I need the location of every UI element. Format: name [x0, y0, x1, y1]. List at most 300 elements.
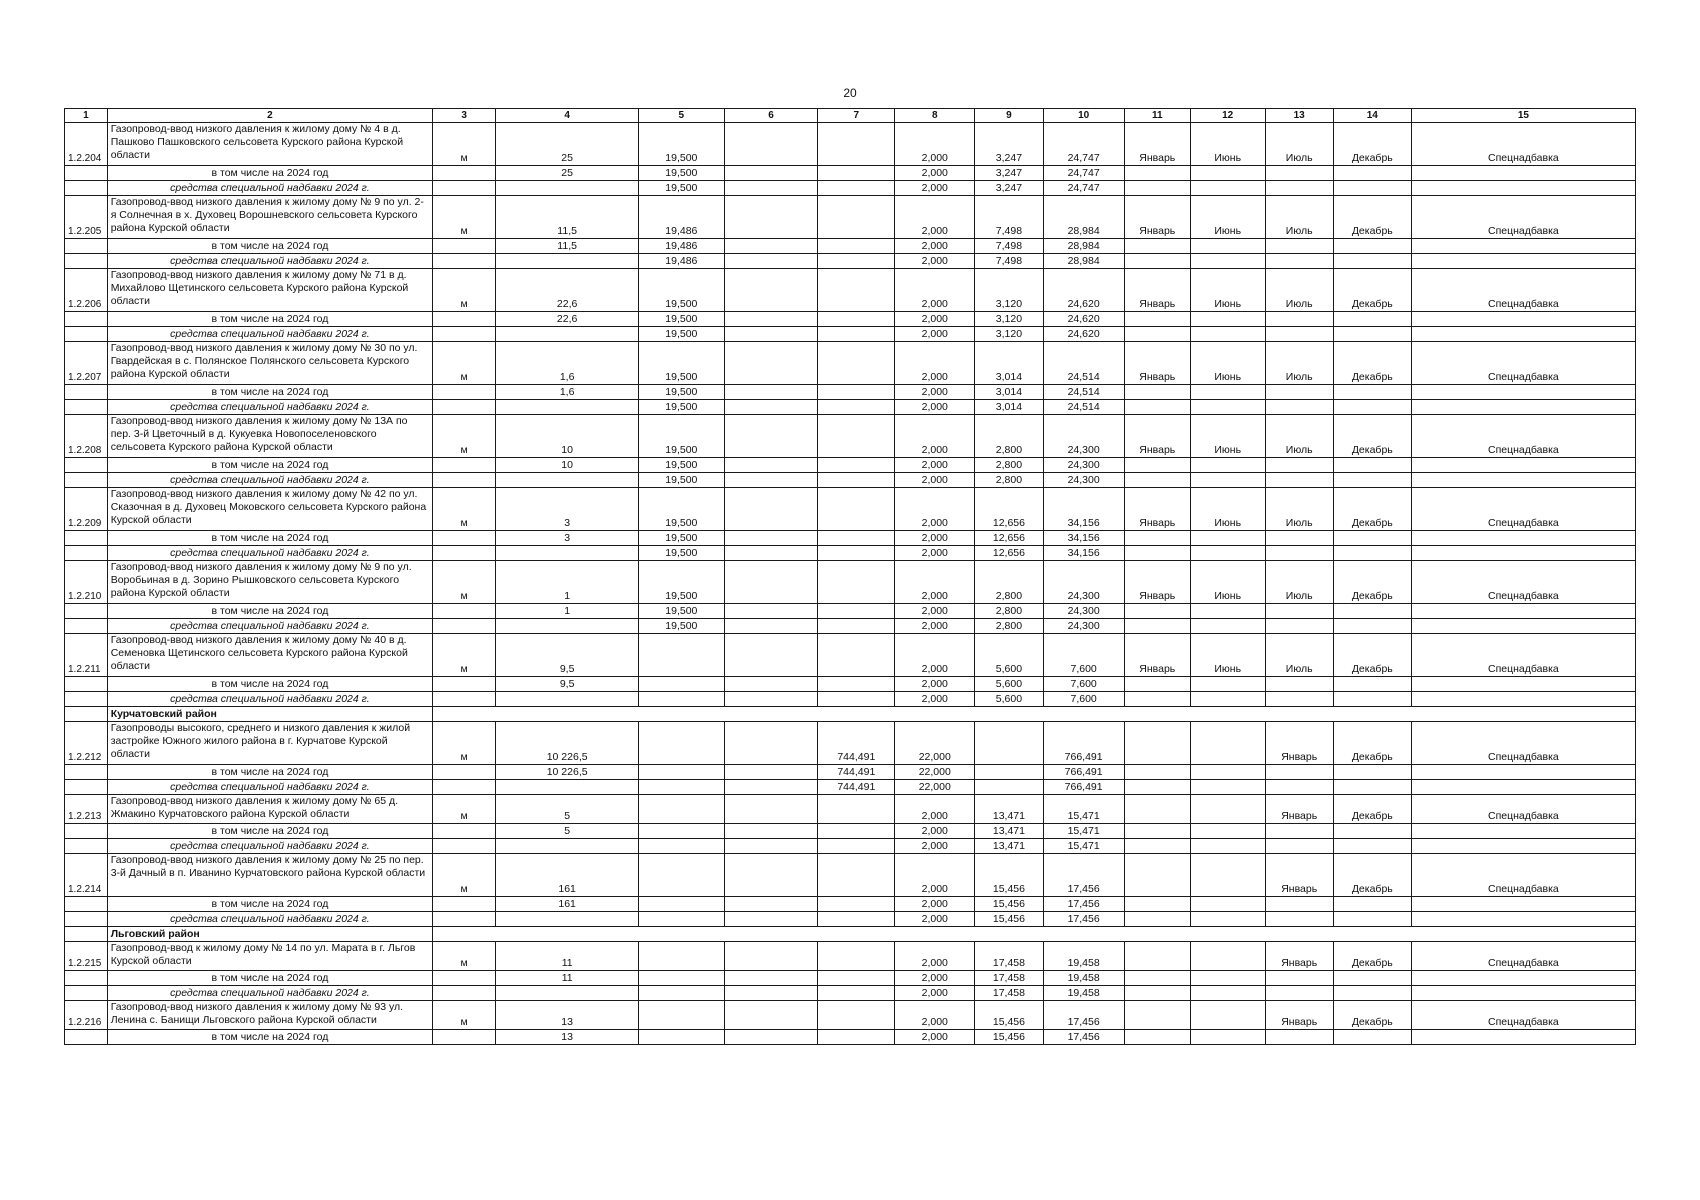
value-c9: 7,498 [975, 239, 1043, 254]
row-code [65, 1030, 108, 1045]
value-c9: 2,800 [975, 604, 1043, 619]
value-c9: 3,247 [975, 166, 1043, 181]
schedule-c13 [1265, 239, 1333, 254]
schedule-c14 [1333, 971, 1411, 986]
special-fund-label: средства специальной надбавки 2024 г. [107, 692, 433, 707]
special-fund-label: средства специальной надбавки 2024 г. [107, 619, 433, 634]
schedule-c13 [1265, 765, 1333, 780]
schedule-c11 [1124, 897, 1190, 912]
value-c4 [496, 181, 639, 196]
item-row [65, 196, 1636, 239]
schedule-c13 [1265, 839, 1333, 854]
special-fund-label: средства специальной надбавки 2024 г. [107, 400, 433, 415]
schedule-c15 [1411, 780, 1635, 795]
schedule-c15 [1411, 400, 1635, 415]
row-code [65, 780, 108, 795]
value-c4: 3 [496, 531, 639, 546]
value-c4 [496, 986, 639, 1001]
value-c10: 24,300 [1043, 473, 1124, 488]
section-title: Курчатовский район [107, 707, 433, 722]
value-c4: 161 [496, 854, 639, 897]
value-c5: 19,500 [639, 488, 724, 531]
value-c7 [818, 531, 895, 546]
value-c8: 2,000 [895, 400, 975, 415]
value-c8: 2,000 [895, 166, 975, 181]
schedule-c14: Декабрь [1333, 942, 1411, 971]
schedule-c13 [1265, 971, 1333, 986]
subtotal-row [65, 458, 1636, 473]
value-c9: 17,458 [975, 986, 1043, 1001]
value-c10: 24,747 [1043, 166, 1124, 181]
value-c6 [724, 327, 818, 342]
section-title: Льговский район [107, 927, 433, 942]
row-unit [433, 166, 496, 181]
schedule-c14 [1333, 765, 1411, 780]
value-c5 [639, 986, 724, 1001]
value-c8: 2,000 [895, 415, 975, 458]
special-fund-label: средства специальной надбавки 2024 г. [107, 254, 433, 269]
row-unit [433, 765, 496, 780]
item-name: Газопровод-ввод низкого давления к жилому дому № 9 по ул. Воробьиная в д. Зорино Рышковского сельсовета Курского района Курской области [107, 561, 433, 604]
column-header-10: 10 [1043, 109, 1124, 123]
row-unit [433, 1030, 496, 1045]
value-c6 [724, 269, 818, 312]
schedule-c13: Январь [1265, 854, 1333, 897]
value-c4 [496, 546, 639, 561]
schedule-c13: Январь [1265, 1001, 1333, 1030]
subtotal-row [65, 971, 1636, 986]
item-unit: м [433, 795, 496, 824]
value-c8: 2,000 [895, 239, 975, 254]
value-c5 [639, 677, 724, 692]
schedule-c12 [1190, 312, 1265, 327]
item-name: Газопровод-ввод низкого давления к жилому дому № 65 д. Жмакино Курчатовского района Курской области [107, 795, 433, 824]
schedule-c14 [1333, 181, 1411, 196]
schedule-c13 [1265, 824, 1333, 839]
row-code [65, 239, 108, 254]
value-c5 [639, 971, 724, 986]
schedule-c15 [1411, 254, 1635, 269]
subtotal-label: в том числе на 2024 год [107, 531, 433, 546]
value-c10: 24,747 [1043, 181, 1124, 196]
schedule-c13 [1265, 897, 1333, 912]
value-c5: 19,500 [639, 123, 724, 166]
schedule-c11 [1124, 971, 1190, 986]
schedule-c11 [1124, 181, 1190, 196]
row-unit [433, 254, 496, 269]
column-header-14: 14 [1333, 109, 1411, 123]
value-c6 [724, 677, 818, 692]
subtotal-label: в том числе на 2024 год [107, 824, 433, 839]
schedule-c12 [1190, 722, 1265, 765]
subtotal-row [65, 824, 1636, 839]
schedule-c12: Июнь [1190, 342, 1265, 385]
value-c5: 19,500 [639, 473, 724, 488]
schedule-c14: Декабрь [1333, 269, 1411, 312]
value-c10: 17,456 [1043, 854, 1124, 897]
value-c9: 15,456 [975, 1001, 1043, 1030]
value-c4: 13 [496, 1001, 639, 1030]
special-fund-row [65, 986, 1636, 1001]
schedule-c12: Июнь [1190, 269, 1265, 312]
value-c4 [496, 692, 639, 707]
value-c5 [639, 634, 724, 677]
value-c9: 5,600 [975, 692, 1043, 707]
value-c6 [724, 473, 818, 488]
schedule-c11 [1124, 619, 1190, 634]
value-c6 [724, 942, 818, 971]
value-c10: 34,156 [1043, 546, 1124, 561]
value-c7 [818, 619, 895, 634]
schedule-c15: Спецнадбавка [1411, 123, 1635, 166]
schedule-c11 [1124, 1001, 1190, 1030]
value-c5: 19,500 [639, 561, 724, 604]
subtotal-row [65, 1030, 1636, 1045]
value-c9 [975, 722, 1043, 765]
schedule-c15: Спецнадбавка [1411, 561, 1635, 604]
schedule-c15 [1411, 971, 1635, 986]
value-c8: 2,000 [895, 181, 975, 196]
schedule-c12 [1190, 1001, 1265, 1030]
row-unit [433, 239, 496, 254]
value-c5: 19,486 [639, 239, 724, 254]
value-c7 [818, 196, 895, 239]
value-c7 [818, 166, 895, 181]
value-c9: 3,014 [975, 400, 1043, 415]
row-code [65, 531, 108, 546]
schedule-c15: Спецнадбавка [1411, 342, 1635, 385]
row-unit [433, 897, 496, 912]
item-unit: м [433, 269, 496, 312]
schedule-c11 [1124, 166, 1190, 181]
value-c4: 1 [496, 604, 639, 619]
row-unit [433, 824, 496, 839]
value-c10: 24,514 [1043, 342, 1124, 385]
subtotal-row [65, 312, 1636, 327]
item-code: 1.2.211 [65, 634, 108, 677]
value-c6 [724, 986, 818, 1001]
value-c8: 2,000 [895, 123, 975, 166]
value-c10: 19,458 [1043, 942, 1124, 971]
value-c5: 19,500 [639, 400, 724, 415]
schedule-c15: Спецнадбавка [1411, 722, 1635, 765]
schedule-c12 [1190, 385, 1265, 400]
value-c5 [639, 839, 724, 854]
row-unit [433, 546, 496, 561]
schedule-c14 [1333, 839, 1411, 854]
item-row [65, 342, 1636, 385]
value-c4: 5 [496, 795, 639, 824]
schedule-c14: Декабрь [1333, 722, 1411, 765]
schedule-c14 [1333, 473, 1411, 488]
value-c9: 15,456 [975, 912, 1043, 927]
row-unit [433, 912, 496, 927]
value-c10: 24,620 [1043, 312, 1124, 327]
schedule-c14 [1333, 166, 1411, 181]
section-row [65, 927, 1636, 942]
schedule-c12: Июнь [1190, 634, 1265, 677]
section-code [65, 927, 108, 942]
value-c4: 22,6 [496, 312, 639, 327]
schedule-c11 [1124, 327, 1190, 342]
subtotal-row [65, 239, 1636, 254]
value-c9: 7,498 [975, 254, 1043, 269]
row-unit [433, 692, 496, 707]
schedule-c12 [1190, 942, 1265, 971]
value-c5: 19,500 [639, 166, 724, 181]
value-c7: 744,491 [818, 722, 895, 765]
schedule-c12 [1190, 839, 1265, 854]
value-c10: 766,491 [1043, 780, 1124, 795]
column-header-3: 3 [433, 109, 496, 123]
schedule-c11 [1124, 912, 1190, 927]
item-unit: м [433, 415, 496, 458]
value-c6 [724, 458, 818, 473]
subtotal-label: в том числе на 2024 год [107, 677, 433, 692]
value-c8: 2,000 [895, 604, 975, 619]
item-row [65, 1001, 1636, 1030]
value-c4: 1,6 [496, 385, 639, 400]
value-c6 [724, 342, 818, 385]
value-c4: 11 [496, 971, 639, 986]
section-row [65, 707, 1636, 722]
schedule-c12 [1190, 971, 1265, 986]
value-c6 [724, 839, 818, 854]
schedule-c14: Декабрь [1333, 488, 1411, 531]
value-c8: 2,000 [895, 531, 975, 546]
value-c8: 2,000 [895, 488, 975, 531]
value-c6 [724, 254, 818, 269]
value-c4: 161 [496, 897, 639, 912]
value-c10: 28,984 [1043, 254, 1124, 269]
value-c8: 2,000 [895, 254, 975, 269]
value-c4 [496, 327, 639, 342]
schedule-c11 [1124, 531, 1190, 546]
schedule-c11 [1124, 473, 1190, 488]
value-c10: 24,300 [1043, 604, 1124, 619]
schedule-c15 [1411, 677, 1635, 692]
page-number: 20 [843, 86, 857, 100]
value-c10: 766,491 [1043, 722, 1124, 765]
value-c6 [724, 1001, 818, 1030]
row-code [65, 385, 108, 400]
value-c6 [724, 488, 818, 531]
value-c9: 2,800 [975, 561, 1043, 604]
schedule-c14: Декабрь [1333, 795, 1411, 824]
row-code [65, 400, 108, 415]
value-c9: 15,456 [975, 854, 1043, 897]
schedule-c15 [1411, 986, 1635, 1001]
row-code [65, 327, 108, 342]
item-row [65, 415, 1636, 458]
value-c4: 9,5 [496, 677, 639, 692]
schedule-c15: Спецнадбавка [1411, 269, 1635, 312]
schedule-c13: Январь [1265, 942, 1333, 971]
schedule-c12 [1190, 166, 1265, 181]
column-header-7: 7 [818, 109, 895, 123]
value-c10: 24,300 [1043, 561, 1124, 604]
schedule-c13 [1265, 692, 1333, 707]
special-fund-row [65, 912, 1636, 927]
value-c9: 3,014 [975, 342, 1043, 385]
value-c7 [818, 181, 895, 196]
schedule-c12: Июнь [1190, 123, 1265, 166]
schedule-c14 [1333, 824, 1411, 839]
special-fund-label: средства специальной надбавки 2024 г. [107, 473, 433, 488]
item-unit: м [433, 854, 496, 897]
subtotal-label: в том числе на 2024 год [107, 897, 433, 912]
value-c4: 10 [496, 458, 639, 473]
value-c5: 19,500 [639, 181, 724, 196]
value-c5 [639, 692, 724, 707]
schedule-c14 [1333, 531, 1411, 546]
row-code [65, 692, 108, 707]
value-c5 [639, 897, 724, 912]
column-header-8: 8 [895, 109, 975, 123]
value-c10: 34,156 [1043, 531, 1124, 546]
value-c6 [724, 795, 818, 824]
schedule-c13 [1265, 166, 1333, 181]
schedule-c12 [1190, 239, 1265, 254]
schedule-c15 [1411, 619, 1635, 634]
schedule-c15 [1411, 473, 1635, 488]
value-c7 [818, 327, 895, 342]
value-c5: 19,486 [639, 196, 724, 239]
value-c8: 2,000 [895, 458, 975, 473]
value-c4: 3 [496, 488, 639, 531]
schedule-c15: Спецнадбавка [1411, 196, 1635, 239]
value-c8: 22,000 [895, 765, 975, 780]
value-c9: 17,458 [975, 942, 1043, 971]
value-c8: 2,000 [895, 897, 975, 912]
schedule-c15: Спецнадбавка [1411, 488, 1635, 531]
value-c6 [724, 634, 818, 677]
value-c6 [724, 123, 818, 166]
value-c10: 28,984 [1043, 196, 1124, 239]
value-c7 [818, 342, 895, 385]
value-c7 [818, 269, 895, 312]
item-code: 1.2.212 [65, 722, 108, 765]
value-c9: 12,656 [975, 531, 1043, 546]
schedule-c12 [1190, 473, 1265, 488]
row-code [65, 912, 108, 927]
item-name: Газопровод-ввод низкого давления к жилому дому № 30 по ул. Гвардейская в с. Полянское Полянского сельсовета Курского района Курской области [107, 342, 433, 385]
subtotal-row [65, 604, 1636, 619]
schedule-c11: Январь [1124, 269, 1190, 312]
schedule-c13 [1265, 531, 1333, 546]
value-c5: 19,500 [639, 619, 724, 634]
value-c10: 15,471 [1043, 839, 1124, 854]
schedule-c11: Январь [1124, 342, 1190, 385]
value-c8: 2,000 [895, 692, 975, 707]
value-c8: 2,000 [895, 1001, 975, 1030]
value-c7 [818, 971, 895, 986]
value-c6 [724, 415, 818, 458]
special-fund-label: средства специальной надбавки 2024 г. [107, 327, 433, 342]
schedule-c12 [1190, 604, 1265, 619]
item-code: 1.2.204 [65, 123, 108, 166]
item-code: 1.2.208 [65, 415, 108, 458]
value-c8: 2,000 [895, 912, 975, 927]
item-name: Газопровод-ввод низкого давления к жилому дому № 40 в д. Семеновка Щетинского сельсовета Курского района Курской области [107, 634, 433, 677]
item-name: Газопровод-ввод низкого давления к жилому дому № 93 ул. Ленина с. Банищи Льговского района Курской области [107, 1001, 433, 1030]
schedule-c13 [1265, 912, 1333, 927]
value-c8: 2,000 [895, 677, 975, 692]
schedule-c14 [1333, 986, 1411, 1001]
row-unit [433, 604, 496, 619]
value-c9: 3,014 [975, 385, 1043, 400]
value-c8: 2,000 [895, 1030, 975, 1045]
schedule-c14 [1333, 312, 1411, 327]
schedule-c15 [1411, 531, 1635, 546]
value-c6 [724, 780, 818, 795]
column-header-9: 9 [975, 109, 1043, 123]
schedule-c11 [1124, 239, 1190, 254]
value-c5 [639, 854, 724, 897]
value-c5: 19,500 [639, 342, 724, 385]
value-c6 [724, 385, 818, 400]
schedule-c13: Июль [1265, 488, 1333, 531]
subtotal-label: в том числе на 2024 год [107, 1030, 433, 1045]
value-c5: 19,500 [639, 269, 724, 312]
special-fund-row [65, 473, 1636, 488]
value-c7 [818, 1030, 895, 1045]
schedule-c11: Январь [1124, 561, 1190, 604]
value-c9 [975, 780, 1043, 795]
value-c4: 11,5 [496, 239, 639, 254]
value-c7 [818, 677, 895, 692]
row-unit [433, 385, 496, 400]
value-c9: 13,471 [975, 839, 1043, 854]
schedule-c12 [1190, 897, 1265, 912]
value-c5: 19,500 [639, 385, 724, 400]
subtotal-label: в том числе на 2024 год [107, 604, 433, 619]
schedule-c14: Декабрь [1333, 634, 1411, 677]
row-code [65, 824, 108, 839]
subtotal-label: в том числе на 2024 год [107, 312, 433, 327]
schedule-c13: Июль [1265, 561, 1333, 604]
schedule-c11 [1124, 458, 1190, 473]
item-code: 1.2.214 [65, 854, 108, 897]
value-c4 [496, 780, 639, 795]
schedule-c11 [1124, 254, 1190, 269]
schedule-c14: Декабрь [1333, 854, 1411, 897]
row-unit [433, 971, 496, 986]
item-name: Газопровод-ввод низкого давления к жилому дому № 9 по ул. 2-я Солнечная в х. Духовец Ворошневского сельсовета Курского района Курской области [107, 196, 433, 239]
row-code [65, 546, 108, 561]
value-c8: 22,000 [895, 722, 975, 765]
value-c7 [818, 473, 895, 488]
value-c9: 3,120 [975, 312, 1043, 327]
schedule-c15 [1411, 166, 1635, 181]
column-header-12: 12 [1190, 109, 1265, 123]
value-c7 [818, 254, 895, 269]
item-row [65, 942, 1636, 971]
value-c10: 24,514 [1043, 400, 1124, 415]
value-c8: 2,000 [895, 795, 975, 824]
value-c10: 24,514 [1043, 385, 1124, 400]
value-c10: 766,491 [1043, 765, 1124, 780]
item-name: Газопровод-ввод низкого давления к жилому дому № 4 в д. Пашково Пашковского сельсовета Курского района Курской области [107, 123, 433, 166]
row-unit [433, 181, 496, 196]
value-c10: 15,471 [1043, 795, 1124, 824]
value-c8: 2,000 [895, 385, 975, 400]
value-c7: 744,491 [818, 780, 895, 795]
schedule-c13: Январь [1265, 722, 1333, 765]
value-c7 [818, 458, 895, 473]
value-c6 [724, 166, 818, 181]
row-code [65, 677, 108, 692]
